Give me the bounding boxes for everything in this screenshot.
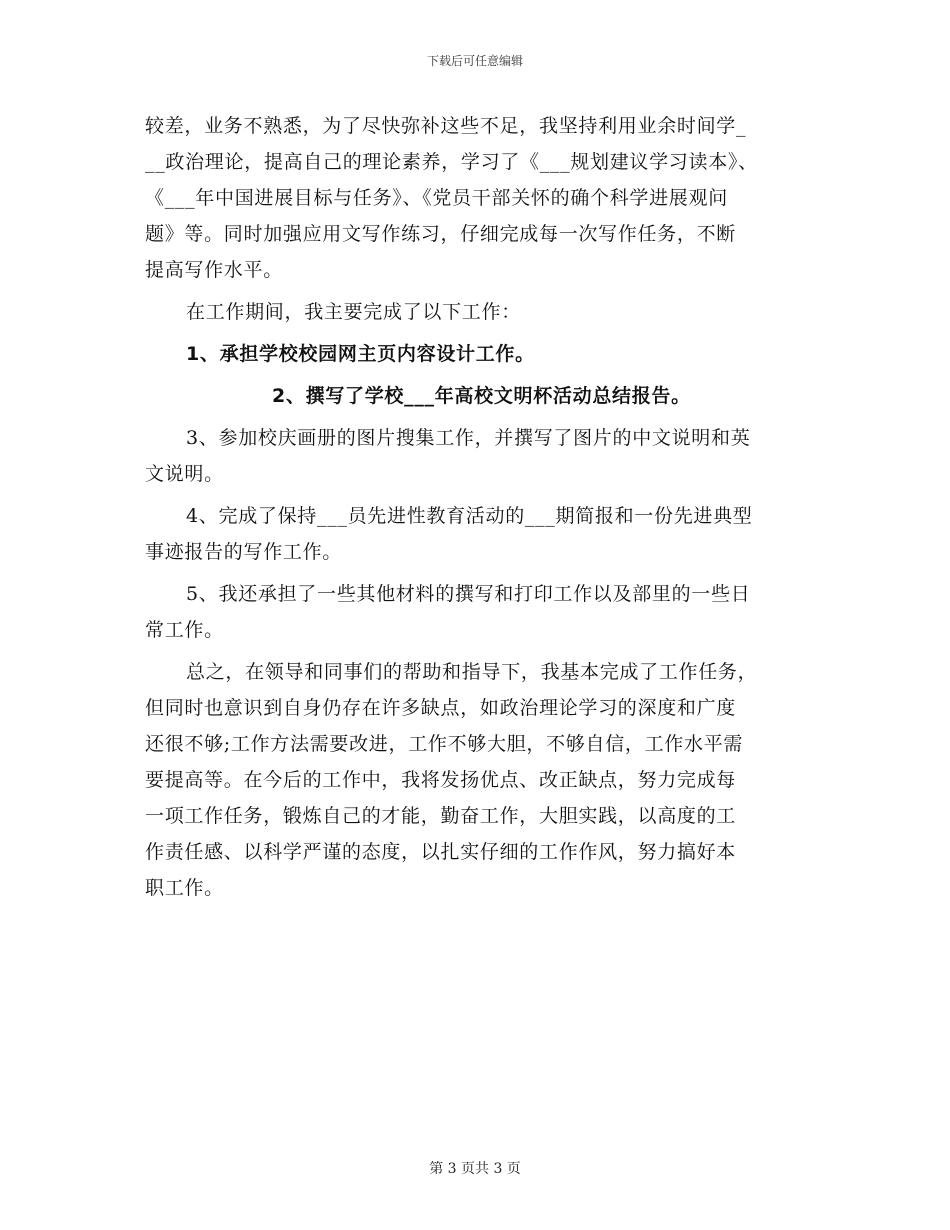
text-line: 提高写作水平。 bbox=[145, 259, 283, 281]
text-line: 常工作。 bbox=[145, 619, 224, 641]
list-item-4 bbox=[145, 498, 810, 570]
list-item-3 bbox=[145, 420, 810, 492]
text-line: __政治理论，提高自己的理论素养，学习了《___规划建议学习读本》、 bbox=[145, 151, 758, 173]
page-header: 下载后可任意编辑 bbox=[426, 54, 523, 68]
text-line: 一项工作任务，锻炼自己的才能，勤奋工作，大胆实践，以高度的工 bbox=[145, 805, 737, 827]
text-line: 题》等。同时加强应用文写作练习，仔细完成每一次写作任务，不断 bbox=[145, 223, 737, 245]
text-line: 5、我还承担了一些其他材料的撰写和打印工作以及部里的一些日 bbox=[186, 583, 751, 605]
paragraph-intro: 在工作期间，我主要完成了以下工作： bbox=[186, 301, 521, 323]
text-line: 要提高等。在今后的工作中，我将发扬优点、改正缺点，努力完成每 bbox=[145, 769, 737, 791]
list-item-5 bbox=[145, 576, 810, 648]
text-line: 总之，在领导和同事们的帮助和指导下，我基本完成了工作任务， bbox=[186, 661, 758, 683]
paragraph-summary bbox=[145, 654, 810, 906]
text-line: 《___年中国进展目标与任务》、《党员干部关怀的确个科学进展观问 bbox=[145, 187, 728, 209]
list-item-2: 2、撰写了学校___年高校文明杯活动总结报告。 bbox=[272, 385, 691, 407]
text-line: 但同时也意识到自身仍存在许多缺点，如政治理论学习的深度和广度 bbox=[145, 697, 737, 719]
text-line: 还很不够;工作方法需要改进，工作不够大胆，不够自信，工作水平需 bbox=[145, 733, 744, 755]
text-line: 文说明。 bbox=[145, 463, 224, 485]
document-body bbox=[145, 108, 810, 906]
text-line: 事迹报告的写作工作。 bbox=[145, 541, 343, 563]
text-line: 职工作。 bbox=[145, 877, 224, 899]
list-item-1: 1、承担学校校园网主页内容设计工作。 bbox=[186, 343, 535, 365]
text-line: 3、参加校庆画册的图片搜集工作，并撰写了图片的中文说明和英 bbox=[186, 427, 751, 449]
text-line: 作责任感、以科学严谨的态度，以扎实仔细的工作作风，努力搞好本 bbox=[145, 841, 737, 863]
text-line: 4、完成了保持___员先进性教育活动的___期简报和一份先进典型 bbox=[186, 505, 753, 527]
paragraph-study bbox=[145, 108, 810, 288]
page-number: 第 3 页共 3 页 bbox=[429, 1161, 521, 1177]
text-line: 较差，业务不熟悉，为了尽快弥补这些不足，我坚持利用业余时间学_ bbox=[145, 115, 747, 137]
